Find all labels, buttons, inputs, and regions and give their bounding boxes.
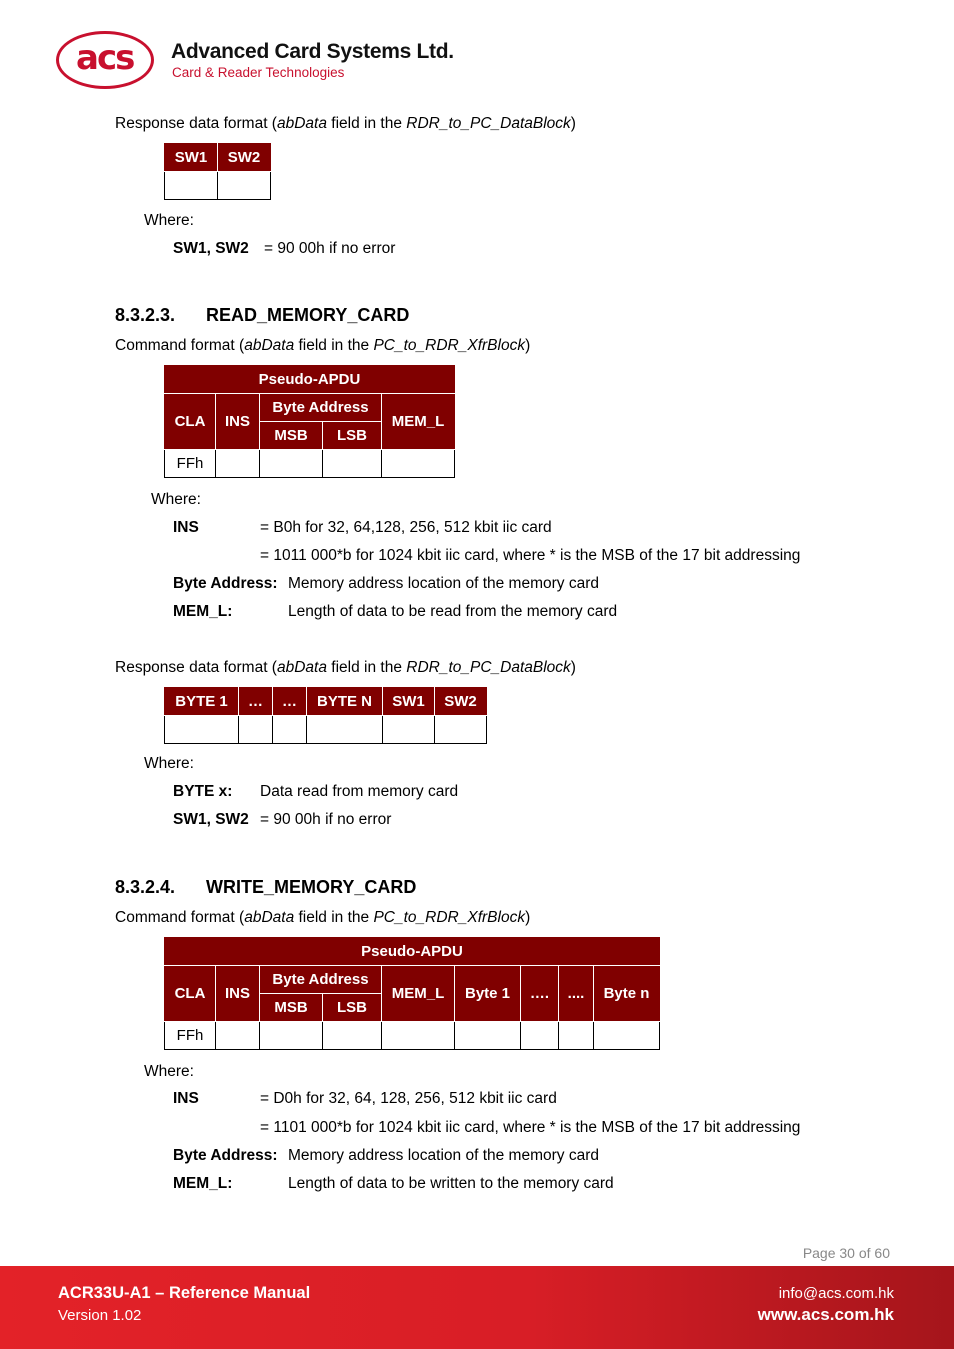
definition-term: INS: [173, 1090, 199, 1107]
where-label: Where:: [144, 1063, 194, 1080]
intro-text: Command format (: [115, 337, 245, 354]
section-heading-read: [115, 305, 409, 326]
table-cell: [216, 1022, 260, 1050]
write-apdu-table: [164, 937, 660, 1050]
column-header-byte-n: Byte n: [594, 966, 660, 1022]
definition-desc: Length of data to be read from the memory card: [288, 603, 618, 620]
column-header-msb: MSB: [260, 422, 323, 450]
table-cell: [521, 1022, 559, 1050]
intro-text: field in the: [326, 115, 407, 132]
definition-byte-x: [173, 783, 459, 801]
definition-term: SW1, SW2: [173, 811, 249, 828]
definition-term: SW1, SW2: [173, 240, 249, 257]
column-header-ellipsis: ....: [559, 966, 594, 1022]
section-number: 8.3.2.3.: [115, 305, 176, 325]
section-number: 8.3.2.4.: [115, 877, 176, 897]
logo-acs-text: acs: [76, 38, 134, 78]
intro-field: abData: [276, 659, 327, 676]
table-cell: [165, 172, 218, 200]
column-header-byte-address: Byte Address: [260, 394, 382, 422]
intro-text: ): [570, 115, 576, 132]
table-cell: [260, 450, 323, 478]
definition-desc: Memory address location of the memory card: [288, 575, 599, 592]
manual-title: ACR33U-A1 – Reference Manual: [58, 1284, 311, 1302]
manual-version: Version 1.02: [58, 1307, 142, 1324]
table-cell: [455, 1022, 521, 1050]
where-label: Where:: [151, 491, 201, 508]
column-header: …: [239, 688, 273, 716]
intro-text: ): [525, 909, 531, 926]
response-table-sw: [164, 143, 271, 200]
column-header: SW2: [218, 144, 271, 172]
company-tagline: Card & Reader Technologies: [172, 65, 345, 80]
column-header-byte-address: Byte Address: [260, 966, 382, 994]
definition-byte-address: [173, 1147, 599, 1165]
definition-sw: [173, 240, 396, 258]
contact-email[interactable]: info@acs.com.hk: [778, 1285, 894, 1302]
table-title: Pseudo-APDU: [165, 938, 660, 966]
section-title: WRITE_MEMORY_CARD: [206, 877, 417, 897]
table-cell: [216, 450, 260, 478]
column-header-ins: INS: [216, 394, 260, 450]
table-cell: [239, 716, 273, 744]
table-cell: [382, 1022, 455, 1050]
definition-ins-continued: = 1011 000*b for 1024 kbit iic card, where * is the MSB of the 17 bit addressing: [260, 547, 801, 564]
read-apdu-table: [164, 365, 455, 478]
intro-text: Response data format (: [115, 659, 277, 676]
intro-field: abData: [244, 337, 295, 354]
intro-text: Response data format (: [115, 115, 277, 132]
definition-term: Byte Address:: [173, 575, 278, 592]
intro-message: PC_to_RDR_XfrBlock: [373, 909, 526, 926]
definition-desc: = D0h for 32, 64, 128, 256, 512 kbit iic card: [260, 1090, 557, 1107]
definition-mem-l: [173, 1175, 614, 1193]
intro-message: PC_to_RDR_XfrBlock: [373, 337, 526, 354]
where-label: Where:: [144, 755, 194, 772]
intro-text: ): [525, 337, 531, 354]
definition-ins: [173, 1090, 557, 1108]
where-label: Where:: [144, 212, 194, 229]
response-format-intro: [115, 659, 576, 677]
definition-term: MEM_L:: [173, 603, 233, 620]
definition-sw: [173, 811, 392, 829]
definition-mem-l: [173, 603, 618, 621]
definition-ins-continued: = 1101 000*b for 1024 kbit iic card, where * is the MSB of the 17 bit addressing: [260, 1119, 801, 1136]
column-header-cla: CLA: [165, 394, 216, 450]
intro-text: Command format (: [115, 909, 245, 926]
column-header-lsb: LSB: [323, 422, 382, 450]
table-cell: [382, 450, 455, 478]
website-link[interactable]: www.acs.com.hk: [757, 1305, 894, 1324]
table-cell: [435, 716, 487, 744]
definition-term: INS: [173, 519, 199, 536]
definition-term: BYTE x:: [173, 783, 233, 800]
column-header-mem-l: MEM_L: [382, 394, 455, 450]
table-cell: [559, 1022, 594, 1050]
company-name: Advanced Card Systems Ltd.: [171, 40, 454, 63]
column-header: …: [273, 688, 307, 716]
table-cell: [218, 172, 271, 200]
table-cell: [273, 716, 307, 744]
table-cell: FFh: [165, 450, 216, 478]
definition-desc: Memory address location of the memory card: [288, 1147, 599, 1164]
intro-field: abData: [276, 115, 327, 132]
response-table-bytes: [164, 687, 487, 744]
column-header-ins: INS: [216, 966, 260, 1022]
page-number: Page 30 of 60: [802, 1245, 890, 1261]
column-header-lsb: LSB: [323, 994, 382, 1022]
column-header-cla: CLA: [165, 966, 216, 1022]
intro-text: ): [570, 659, 576, 676]
table-cell: [260, 1022, 323, 1050]
response-format-intro: [115, 115, 576, 133]
table-title: Pseudo-APDU: [165, 366, 455, 394]
table-cell: [323, 1022, 382, 1050]
command-format-intro: [115, 337, 530, 355]
intro-text: field in the: [294, 337, 374, 354]
column-header-mem-l: MEM_L: [382, 966, 455, 1022]
definition-desc: = 90 00h if no error: [260, 811, 392, 828]
definition-term: Byte Address:: [173, 1147, 278, 1164]
command-format-intro: [115, 909, 530, 927]
definition-term: MEM_L:: [173, 1175, 233, 1192]
table-cell: [383, 716, 435, 744]
footer-bar: [0, 1266, 954, 1349]
table-cell: [323, 450, 382, 478]
intro-message: RDR_to_PC_DataBlock: [406, 659, 571, 676]
section-heading-write: [115, 877, 416, 898]
column-header-byte-1: Byte 1: [455, 966, 521, 1022]
column-header: BYTE N: [307, 688, 383, 716]
column-header: SW1: [165, 144, 218, 172]
definition-byte-address: [173, 575, 599, 593]
intro-message: RDR_to_PC_DataBlock: [406, 115, 571, 132]
intro-text: field in the: [326, 659, 407, 676]
definition-desc: = B0h for 32, 64,128, 256, 512 kbit iic card: [260, 519, 552, 536]
intro-field: abData: [244, 909, 295, 926]
table-cell: [307, 716, 383, 744]
definition-ins: [173, 519, 552, 537]
column-header: SW1: [383, 688, 435, 716]
section-title: READ_MEMORY_CARD: [206, 305, 410, 325]
column-header: BYTE 1: [165, 688, 239, 716]
table-cell: [594, 1022, 660, 1050]
column-header-ellipsis: ….: [521, 966, 559, 1022]
intro-text: field in the: [294, 909, 374, 926]
table-cell: [165, 716, 239, 744]
definition-desc: Length of data to be written to the memory card: [288, 1175, 614, 1192]
table-cell: FFh: [165, 1022, 216, 1050]
column-header-msb: MSB: [260, 994, 323, 1022]
definition-desc: Data read from memory card: [260, 783, 459, 800]
column-header: SW2: [435, 688, 487, 716]
definition-desc: = 90 00h if no error: [264, 240, 396, 257]
